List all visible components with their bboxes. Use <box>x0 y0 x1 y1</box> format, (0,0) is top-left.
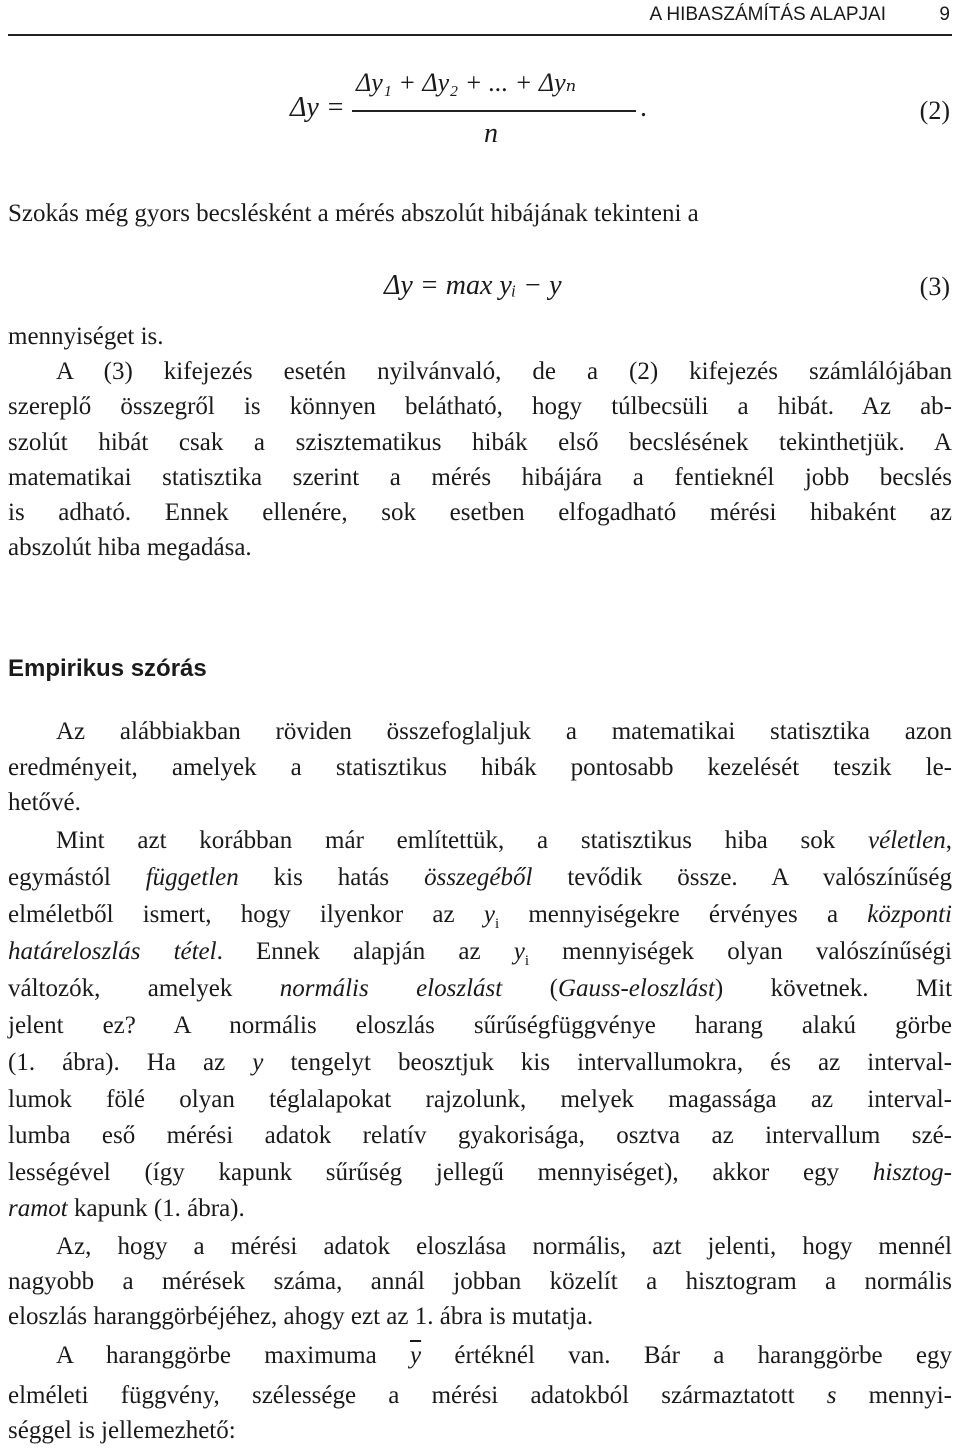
text-line: lumok fölé olyan téglalapokat rajzolunk, melyek magassága az interval- <box>8 1086 952 1113</box>
text-line: jelent ez? A normális eloszlás sűrűségfüggvénye harang alakú görbe <box>8 1012 952 1039</box>
math-variable: s <box>826 1382 837 1409</box>
text-line: A (3) kifejezés esetén nyilvánvaló, de a (2) kifejezés számlálójában <box>56 358 952 385</box>
text-line <box>8 1338 952 1374</box>
text-line: matematikai statisztika szerint a mérés hibájára a fentieknél jobb becslés <box>8 464 952 491</box>
text-line <box>8 971 952 1007</box>
text-run: ( <box>502 975 558 1002</box>
emphasis: ramot <box>8 1195 68 1222</box>
subscript: i <box>524 953 529 969</box>
text-run: mennyi- <box>836 1382 952 1409</box>
text-line: lumba eső mérési adatok relatív gyakorisága, osztva az intervallum szé- <box>8 1122 952 1149</box>
text-run: tengelyt beosztjuk kis intervallumokra, és az interval- <box>263 1049 952 1076</box>
text-run: elméleti függvény, szélessége a mérési adatokból származtatott <box>8 1382 827 1409</box>
equation-number-3: (3) <box>919 272 950 301</box>
text-line: nagyobb a mérések száma, annál jobban közelít a hisztogram a normális <box>8 1268 952 1295</box>
text-line: is adható. Ennek ellenére, sok esetben elfogadható mérési hibaként az <box>8 499 952 526</box>
text-line: hetővé. <box>8 789 81 816</box>
text-line: séggel is jellemezhető: <box>8 1417 236 1444</box>
text-line: szolút hibát csak a szisztematikus hibák első becslésének tekinthetjük. A <box>8 429 952 456</box>
text-run: kapunk (1. ábra). <box>67 1195 245 1222</box>
formula-3-expr: Δy = max yᵢ − y <box>384 270 562 301</box>
formula-2-trailing: . <box>640 92 647 123</box>
text-run: változók, amelyek <box>8 975 280 1002</box>
section-heading: Empirikus szórás <box>8 655 207 682</box>
emphasis: Gauss-eloszlást <box>557 975 715 1002</box>
text-line: szereplő összegről is könnyen belátható, hogy túlbecsüli a hibát. Az ab- <box>8 393 952 420</box>
text-line <box>8 823 952 859</box>
text-line: eloszlás haranggörbéjéhez, ahogy ezt az 1. ábra is mutatja. <box>8 1303 594 1330</box>
text-line <box>8 1155 952 1191</box>
header-rule <box>8 34 952 36</box>
text-run: értéknél van. Bár a haranggörbe egy <box>421 1342 952 1369</box>
text-run: , <box>945 827 952 854</box>
equation-number-2: (2) <box>919 96 950 125</box>
formula-2-numerator: Δy₁ + Δy₂ + ... + Δyₙ <box>356 68 577 97</box>
text-line: mennyiséget is. <box>8 323 164 350</box>
text-line: abszolút hiba megadása. <box>8 534 252 561</box>
emphasis: normális eloszlást <box>279 975 503 1002</box>
text-run: . Ennek alapján az <box>216 938 514 965</box>
text-run: mennyiségek olyan valószínűségi <box>529 938 952 965</box>
text-run: A haranggörbe maximuma <box>56 1342 410 1369</box>
page-number: 9 <box>939 4 950 25</box>
emphasis: hisztog- <box>872 1159 952 1186</box>
text-run: Mint azt korábban már említettük, a statisztikus hiba sok <box>56 827 869 854</box>
math-variable-ybar: $\overline{y}$ <box>410 1342 422 1369</box>
running-header-title: A HIBASZÁMÍTÁS ALAPJAI <box>649 4 886 25</box>
text-line <box>8 1191 952 1227</box>
text-line: Az alábbiakban röviden összefoglaljuk a matematikai statisztika azon <box>56 718 952 745</box>
text-line <box>8 1045 952 1081</box>
emphasis: központi <box>867 901 952 928</box>
formula-2-denominator: n <box>484 118 498 149</box>
text-line: eredményeit, amelyek a statisztikus hibák pontosabb kezelését teszik le- <box>8 754 952 781</box>
formula-2-lhs: Δy = <box>290 92 345 123</box>
text-run: egymástól <box>8 864 146 891</box>
fraction-bar <box>352 110 636 112</box>
text-run: ) követnek. Mit <box>714 975 953 1002</box>
text-run: (1. ábra). Ha az <box>8 1049 253 1076</box>
text-run: lességével (így kapunk sűrűség jellegű mennyiséget), akkor egy <box>8 1159 873 1186</box>
emphasis: összegéből <box>424 864 533 891</box>
text-line: Az, hogy a mérési adatok eloszlása normális, azt jelenti, hogy mennél <box>56 1233 952 1260</box>
math-variable: y <box>513 938 525 965</box>
emphasis: független <box>145 864 239 891</box>
subscript: i <box>494 916 500 932</box>
math-variable: y <box>483 901 495 928</box>
emphasis: véletlen <box>868 827 946 854</box>
text-run: kis hatás <box>238 864 425 891</box>
text-run: tevődik össze. A valószínűség <box>532 864 952 891</box>
text-run: elméletből ismert, hogy ilyenkor az <box>8 901 484 928</box>
text-line <box>8 1378 952 1414</box>
text-run: mennyiségekre érvényes a <box>499 901 868 928</box>
text-line <box>8 860 952 896</box>
text-line: Szokás még gyors becslésként a mérés abszolút hibájának tekinteni a <box>8 200 699 227</box>
emphasis: határeloszlás tétel <box>8 938 217 965</box>
math-variable: y <box>252 1049 264 1076</box>
